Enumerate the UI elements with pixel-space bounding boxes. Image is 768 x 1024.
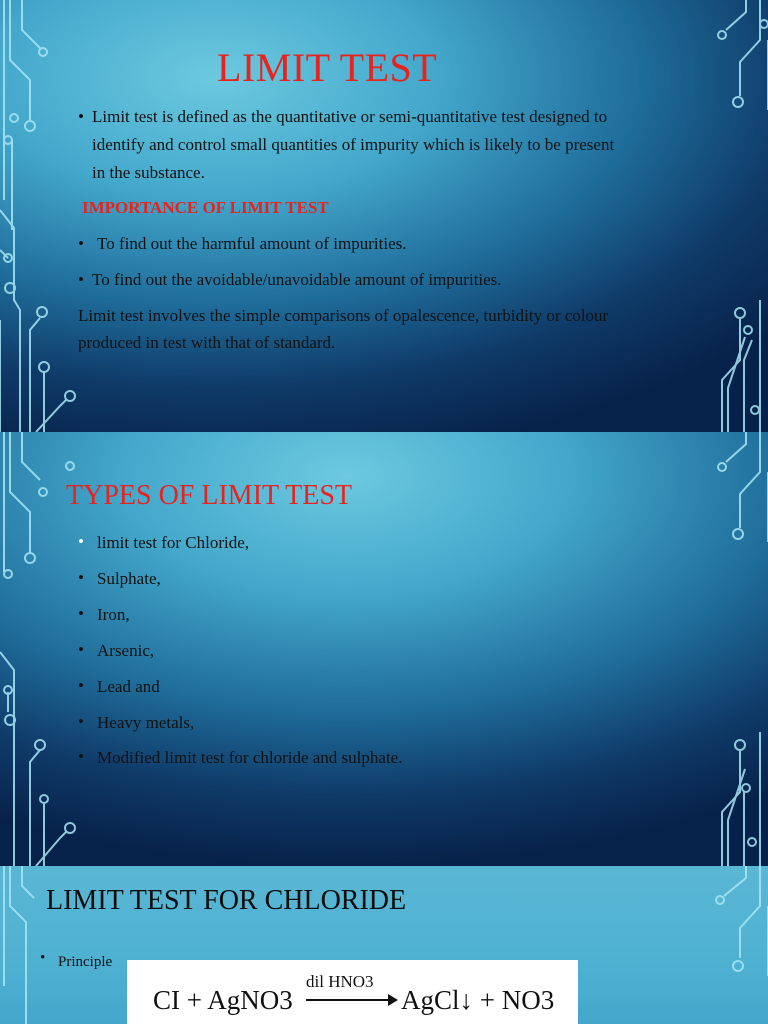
reaction-arrow — [306, 999, 392, 1001]
bullet-dot: • — [78, 640, 84, 659]
bullet-dot: • — [78, 568, 84, 587]
type-item-7: Modified limit test for chloride and sulphate. — [97, 748, 403, 767]
principle-label: Principle — [58, 954, 113, 970]
equation-reactants — [153, 985, 293, 1016]
reaction-arrowhead — [388, 994, 398, 1006]
bullet-dot: • — [78, 270, 84, 289]
slide-title: TYPES OF LIMIT TEST — [66, 480, 352, 511]
bullet-dot: • — [78, 234, 84, 253]
slide-title: LIMIT TEST — [217, 45, 438, 90]
bullet-dot: • — [78, 676, 84, 695]
slide-title: LIMIT TEST FOR CHLORIDE — [46, 885, 407, 916]
importance-point-1: To find out the harmful amount of impurities. — [97, 234, 407, 253]
definition-line-1: Limit test is defined as the quantitative or semi-quantitative test designed to — [92, 107, 608, 126]
bullet-dot: • — [78, 532, 84, 551]
closing-line-1: Limit test involves the simple comparisons of opalescence, turbidity or colour — [78, 306, 609, 325]
importance-point-2: To find out the avoidable/unavoidable amount of impurities. — [92, 270, 502, 289]
type-item-2: Sulphate, — [97, 569, 161, 588]
equation-products: AgCl↓ + NO3 — [401, 985, 555, 1015]
type-item-6: Heavy metals, — [97, 713, 195, 732]
slide-limit-test — [0, 0, 768, 432]
bullet-dot: • — [78, 747, 84, 766]
type-item-4: Arsenic, — [97, 641, 155, 660]
type-item-3: Iron, — [97, 605, 130, 624]
type-item-5: Lead and — [97, 677, 160, 696]
closing-line-2: produced in test with that of standard. — [78, 333, 336, 352]
bullet-dot: • — [78, 107, 84, 126]
reaction-condition: dil HNO3 — [306, 972, 374, 991]
bullet-dot: • — [78, 712, 84, 731]
definition-line-2: identify and control small quantities of impurity which is likely to be present — [92, 135, 615, 154]
importance-heading: IMPORTANCE OF LIMIT TEST — [82, 198, 329, 217]
reactants: CI + AgNO3 — [153, 985, 293, 1015]
bullet-dot: • — [78, 604, 84, 623]
type-item-1: limit test for Chloride, — [97, 533, 250, 552]
bullet-dot: • — [40, 950, 46, 966]
definition-line-3: in the substance. — [92, 163, 205, 182]
